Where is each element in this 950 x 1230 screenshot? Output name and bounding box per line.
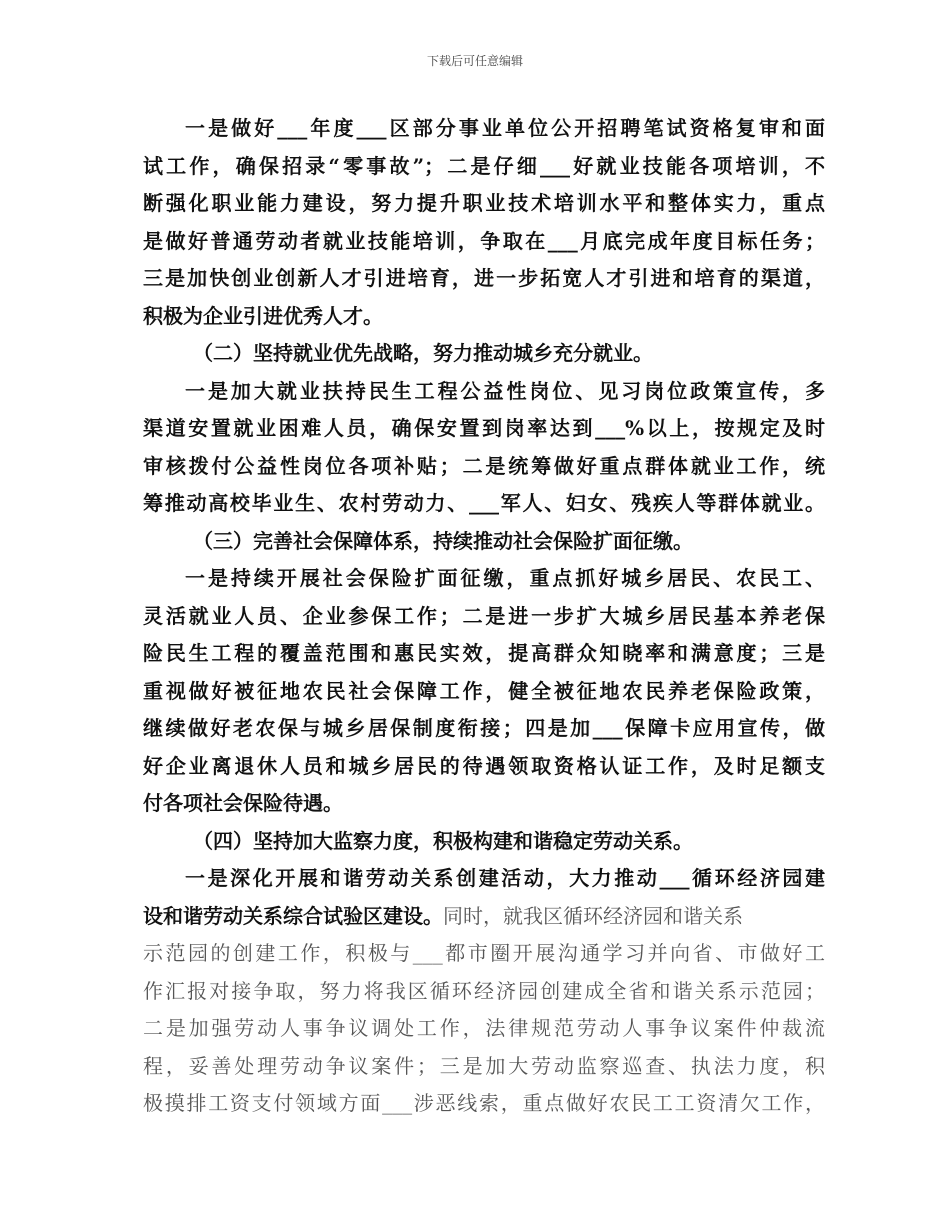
text-line: 一是加大就业扶持民生工程公益性岗位、见习岗位政策宣传，多 <box>185 378 825 403</box>
text-line: 险民生工程的覆盖范围和惠民实效，提高群众知晓率和满意度；三是 <box>143 641 825 665</box>
section-heading: （二）坚持就业优先战略，努力推动城乡充分就业。 <box>193 341 653 365</box>
text-line: 付各项社会保险待遇。 <box>143 791 343 815</box>
text-line: 好企业离退休人员和城乡居民的待遇领取资格认证工作，及时足额支 <box>143 753 825 778</box>
document-body <box>143 110 825 1123</box>
text-line: 渠道安置就业困难人员，确保安置到岗率达到___%以上，按规定及时 <box>143 416 825 440</box>
text-line: 一是深化开展和谐劳动关系创建活动，大力推动___循环经济园建 <box>185 866 825 890</box>
section-heading: （三）完善社会保障体系，持续推动社会保险扩面征缴。 <box>193 528 693 553</box>
text-line: 继续做好老农保与城乡居保制度衔接；四是加___保障卡应用宣传，做 <box>143 716 825 740</box>
text-line: 三是加快创业创新人才引进培育，进一步拓宽人才引进和培育的渠道， <box>143 266 825 290</box>
mixed-text-line <box>143 898 825 936</box>
page-header: 下载后可任意编辑 <box>426 54 523 68</box>
text-line: 作汇报对接争取，努力将我区循环经济园创建成全省和谐关系示范园； <box>143 978 825 1003</box>
text-segment-bold: 设和谐劳动关系综合试验区建设。 <box>143 903 443 928</box>
text-line: 试工作，确保招录“零事故”；二是仔细___好就业技能各项培训，不 <box>143 153 825 178</box>
text-segment-light: 同时，就我区循环经济园和谐关系 <box>443 903 743 928</box>
text-line: 积极为企业引进优秀人才。 <box>143 303 383 328</box>
text-line: 极摸排工资支付领域方面___涉恶线索，重点做好农民工工资清欠工作， <box>143 1091 825 1115</box>
text-line: 二是加强劳动人事争议调处工作，法律规范劳动人事争议案件仲裁流 <box>143 1016 825 1040</box>
text-line: 程，妥善处理劳动争议案件；三是加大劳动监察巡查、执法力度，积 <box>143 1053 825 1078</box>
text-line: 审核拨付公益性岗位各项补贴；二是统筹做好重点群体就业工作，统 <box>143 453 825 478</box>
text-line: 重视做好被征地农民社会保障工作，健全被征地农民养老保险政策， <box>143 678 825 703</box>
text-line: 灵活就业人员、企业参保工作；二是进一步扩大城乡居民基本养老保 <box>143 603 825 628</box>
text-line: 是做好普通劳动者就业技能培训，争取在___月底完成年度目标任务； <box>143 228 825 253</box>
text-line: 一是持续开展社会保险扩面征缴，重点抓好城乡居民、农民工、 <box>185 566 825 590</box>
text-line: 筹推动高校毕业生、农村劳动力、___军人、妇女、残疾人等群体就业。 <box>143 491 825 515</box>
text-line: 示范园的创建工作，积极与___都市圈开展沟通学习并向省、市做好工 <box>143 941 825 965</box>
text-line: 一是做好___年度___区部分事业单位公开招聘笔试资格复审和面 <box>185 116 825 140</box>
section-heading: （四）坚持加大监察力度，积极构建和谐稳定劳动关系。 <box>193 828 693 853</box>
text-line: 断强化职业能力建设，努力提升职业技术培训水平和整体实力，重点 <box>143 191 825 215</box>
